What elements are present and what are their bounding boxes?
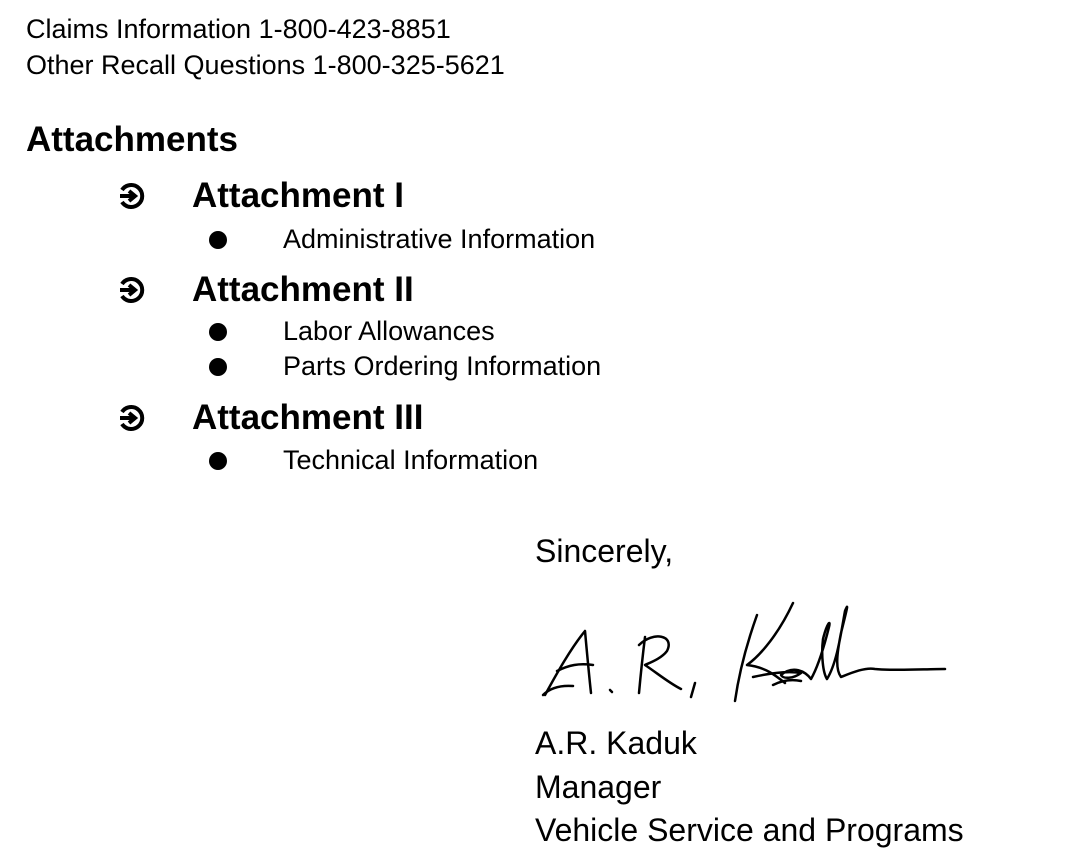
attachment-1-entry-1: Administrative Information <box>283 224 596 254</box>
signer-title: Manager <box>535 769 662 805</box>
handwritten-signature <box>535 593 955 708</box>
attachments-heading: Attachments <box>26 120 238 159</box>
claims-information-line: Claims Information 1-800-423-8851 <box>26 14 451 44</box>
salutation: Sincerely, <box>535 533 674 569</box>
attachment-3-title: Attachment III <box>192 398 424 437</box>
attachment-2-title: Attachment II <box>192 270 414 309</box>
arrow-right-circle-icon <box>118 403 148 433</box>
bullet-icon <box>209 323 227 341</box>
attachment-2-entry-2: Parts Ordering Information <box>283 351 602 381</box>
signer-name: A.R. Kaduk <box>535 725 697 761</box>
bullet-icon <box>209 358 227 376</box>
attachment-2-entry-1: Labor Allowances <box>283 316 495 346</box>
attachment-1-title: Attachment I <box>192 176 404 215</box>
recall-questions-line: Other Recall Questions 1-800-325-5621 <box>26 50 505 80</box>
signer-department: Vehicle Service and Programs <box>535 812 964 848</box>
bullet-icon <box>209 452 227 470</box>
arrow-right-circle-icon <box>118 181 148 211</box>
bullet-icon <box>209 231 227 249</box>
arrow-right-circle-icon <box>118 275 148 305</box>
attachment-3-entry-1: Technical Information <box>283 445 539 475</box>
